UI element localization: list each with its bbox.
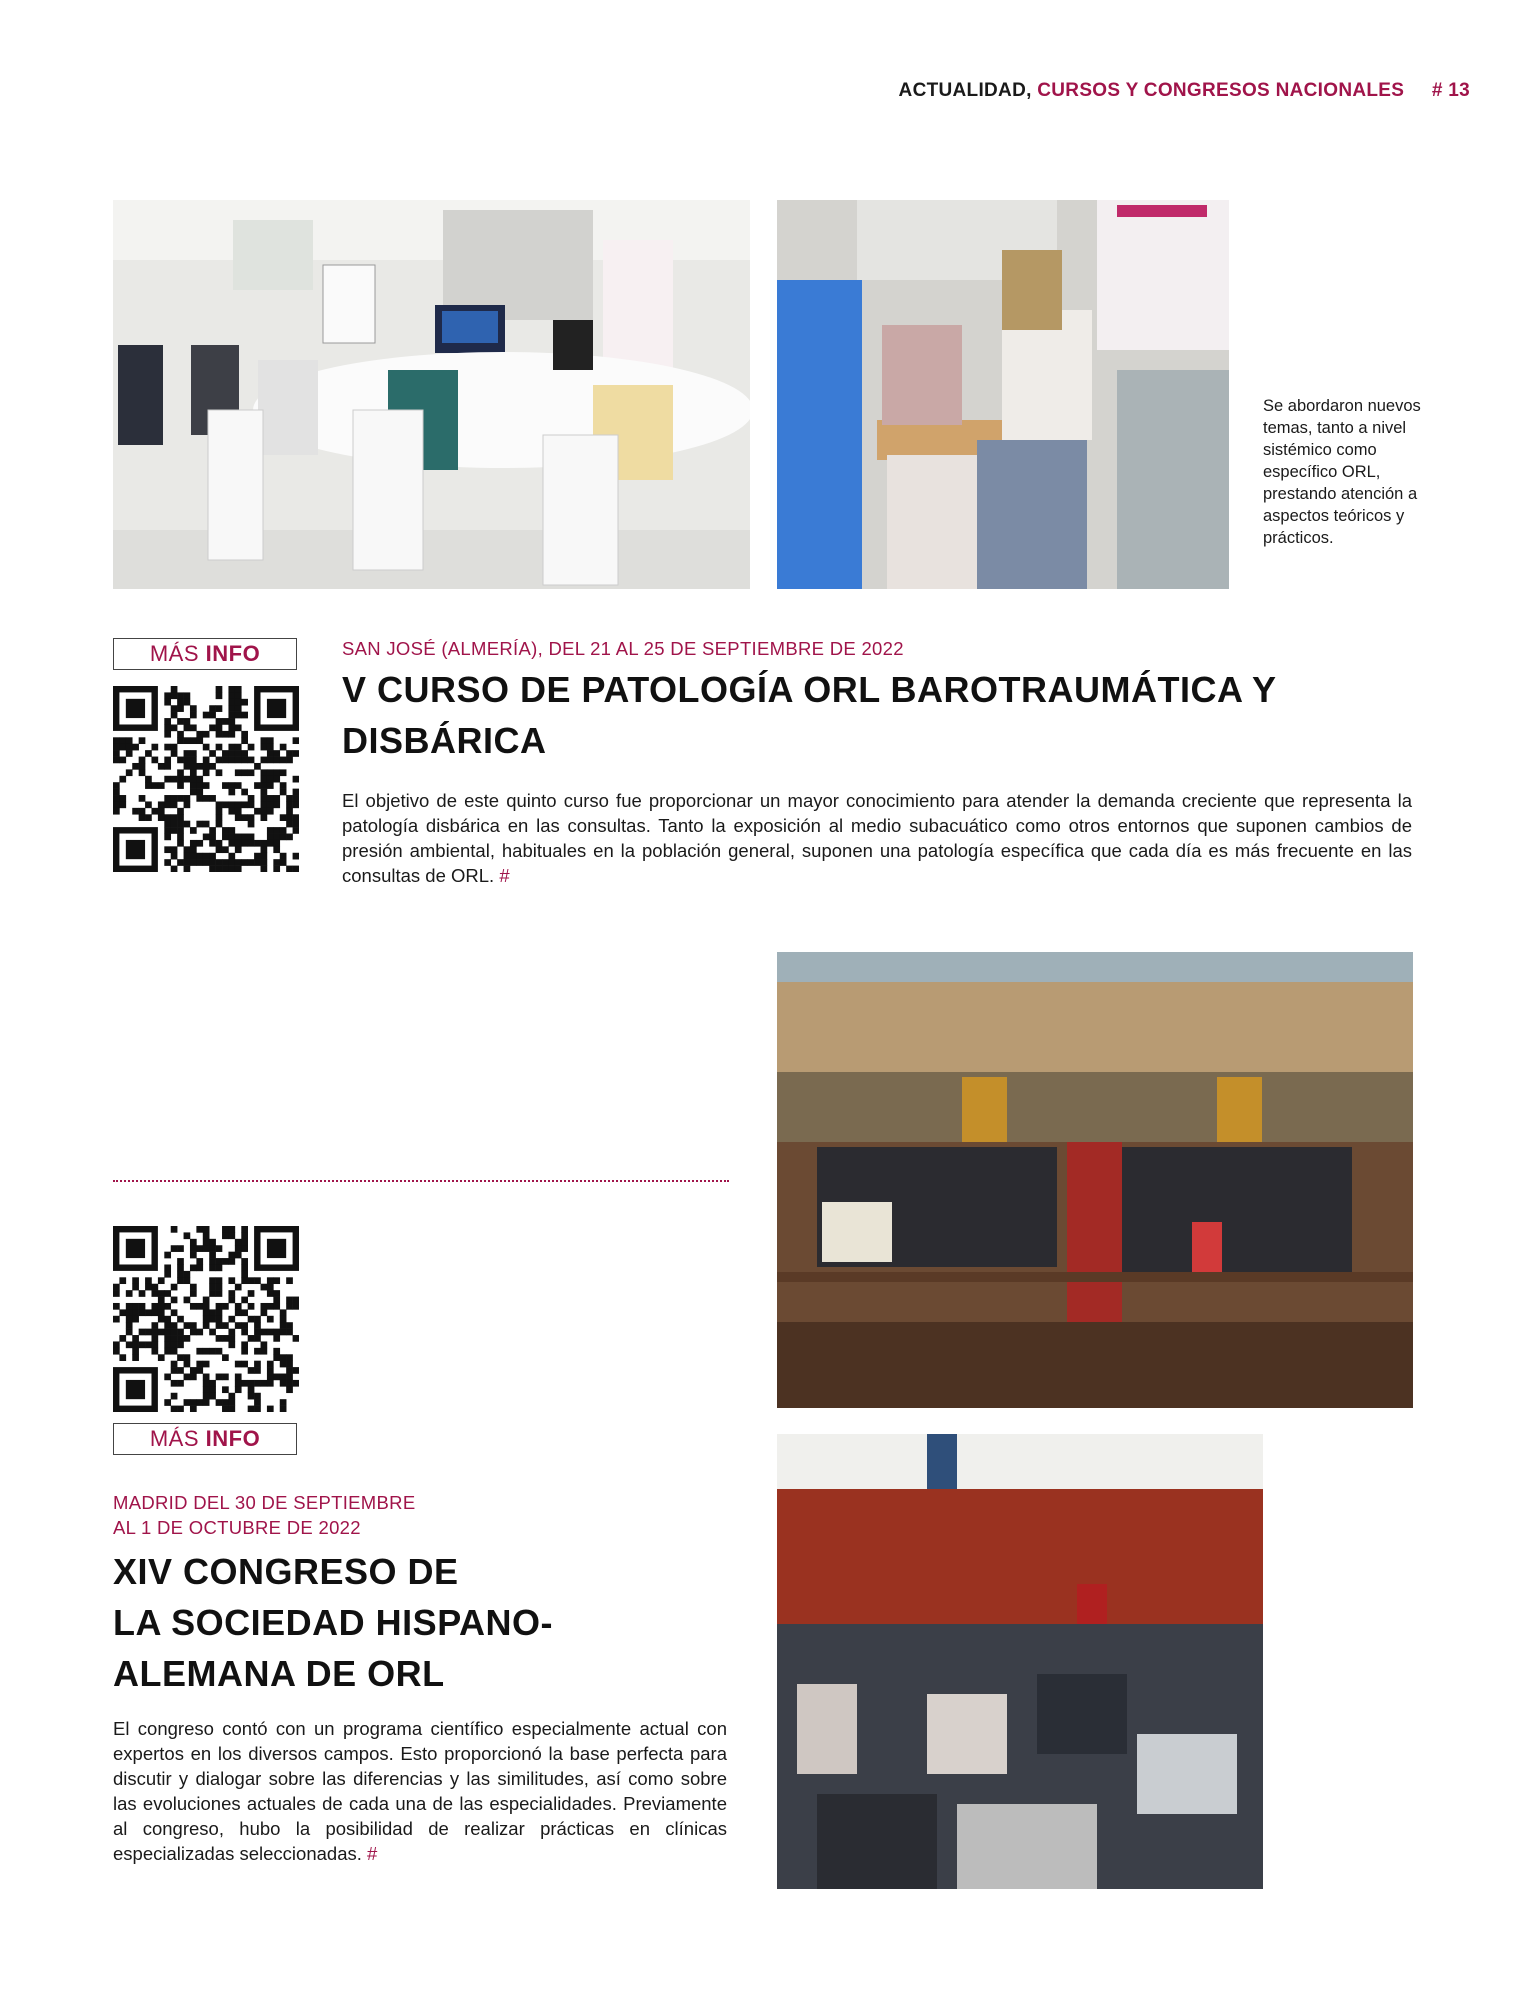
- dateline-2: [113, 1490, 415, 1540]
- page-header: [899, 80, 1470, 102]
- more-info-link-2[interactable]: [113, 1423, 297, 1455]
- title-2-line-1: XIV CONGRESO DE: [113, 1551, 459, 1592]
- page-number: # 13: [1431, 80, 1470, 101]
- photo-classroom: [113, 200, 750, 589]
- qr-pattern: [113, 686, 299, 872]
- body-2: [113, 1716, 727, 1866]
- more-info-link-1[interactable]: [113, 638, 297, 670]
- header-subsection: CURSOS Y CONGRESOS NACIONALES: [1037, 80, 1405, 101]
- photo-congress-audience: [777, 1434, 1263, 1889]
- title-1-line-1: V CURSO DE PATOLOGÍA ORL BAROTRAUMÁTICA Y: [342, 669, 1277, 710]
- photo-auditorium-group: [777, 952, 1413, 1408]
- section-divider: [113, 1180, 729, 1182]
- title-2-line-2: LA SOCIEDAD HISPANO-: [113, 1602, 554, 1643]
- qr-code-2[interactable]: [113, 1226, 299, 1412]
- more-info-prefix: MÁS: [149, 1426, 199, 1451]
- end-mark-1: #: [499, 865, 510, 886]
- body-2-text: El congreso contó con un programa científico especialmente actual con expertos en los diversos campos. Esto proporcionó la base perfecta para discutir y dialogar sobre las diferencias y las similitudes, así como sobre las evoluciones actuales de cada una de las especialidades. Previamente al congreso, hubo la posibilidad de realizar prácticas en clínicas especializadas seleccionadas.: [113, 1718, 727, 1864]
- title-2-line-3: ALEMANA DE ORL: [113, 1653, 445, 1694]
- end-mark-2: #: [367, 1843, 378, 1864]
- photo-caption: Se abordaron nuevos temas, tanto a nivel sistémico como específico ORL, prestando atención a aspectos teóricos y prácticos.: [1263, 397, 1421, 547]
- body-1: [342, 788, 1412, 888]
- title-1-line-2: DISBÁRICA: [342, 720, 547, 761]
- title-1: [342, 664, 1342, 766]
- header-section: ACTUALIDAD,: [898, 80, 1032, 101]
- dateline-2-line-2: AL 1 DE OCTUBRE DE 2022: [113, 1517, 361, 1538]
- body-1-text: El objetivo de este quinto curso fue proporcionar un mayor conocimiento para atender la demanda creciente que representa la patología disbárica en las consultas. Tanto la exposición al medio subacuático como otros entornos que suponen cambios de presión ambiental, habituales en la población general, suponen una patología específica que cada día es más frecuente en las consultas de ORL.: [342, 790, 1412, 886]
- qr-pattern: [113, 1226, 299, 1412]
- more-info-bold: INFO: [205, 1426, 261, 1451]
- more-info-prefix: MÁS: [149, 641, 199, 666]
- title-2: [113, 1546, 733, 1699]
- dateline-1: SAN JOSÉ (ALMERÍA), DEL 21 AL 25 DE SEPTIEMBRE DE 2022: [342, 638, 904, 659]
- dateline-2-line-1: MADRID DEL 30 DE SEPTIEMBRE: [113, 1492, 416, 1513]
- qr-code-1[interactable]: [113, 686, 299, 872]
- photo-practical-session: [777, 200, 1229, 589]
- more-info-bold: INFO: [205, 641, 261, 666]
